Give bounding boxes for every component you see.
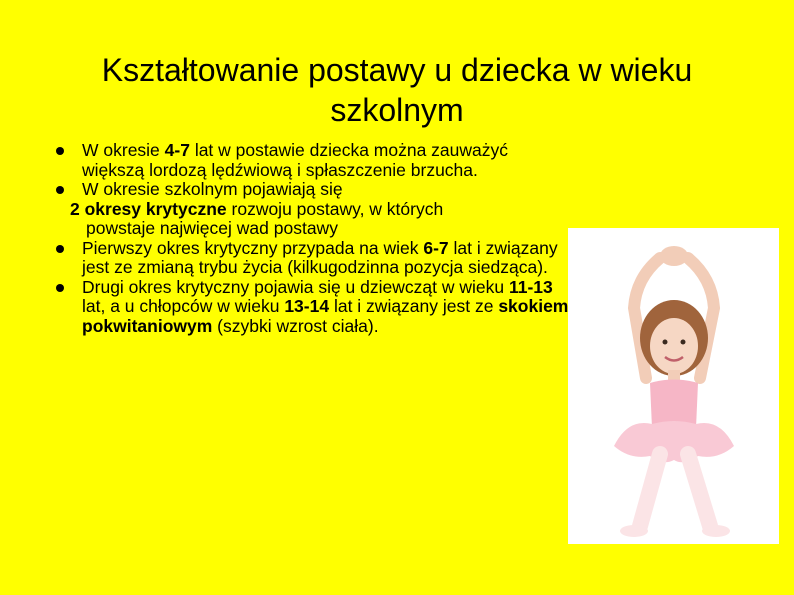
slide-title — [40, 50, 754, 130]
ballerina-girl-photo — [568, 228, 779, 544]
bullet-item-1: W okresie 4-7 lat w postawie dziecka można zauważyć większą lordozą lędźwiową i spłaszczenie brzucha. — [56, 141, 571, 180]
ballerina-illustration — [568, 228, 779, 544]
title-line-2: szkolnym — [330, 92, 464, 128]
bullet-dot-icon — [56, 147, 64, 155]
bullet-item-4: Drugi okres krytyczny pojawia się u dziewcząt w wieku 11-13 lat, a u chłopców w wieku 13-14 lat i związany jest ze skokiem pokwitaniowym (szybki wzrost ciała). — [56, 278, 571, 337]
bullet-item-2: W okresie szkolnym pojawiają się — [56, 180, 571, 200]
bullet-continuation: 2 okresy krytyczne rozwoju postawy, w których — [70, 198, 444, 219]
bullet-dot-icon — [56, 284, 64, 292]
bullet-list — [56, 141, 571, 336]
bullet-dot-icon — [56, 245, 64, 253]
bullet-continuation: powstaje najwięcej wad postawy — [86, 218, 338, 238]
bullet-item-3: Pierwszy okres krytyczny przypada na wiek 6-7 lat i związany jest ze zmianą trybu życia (kilkugodzinna pozycja siedząca). — [56, 239, 571, 278]
title-line-1: Kształtowanie postawy u dziecka w wieku — [101, 52, 693, 88]
bullet-dot-icon — [56, 186, 64, 194]
